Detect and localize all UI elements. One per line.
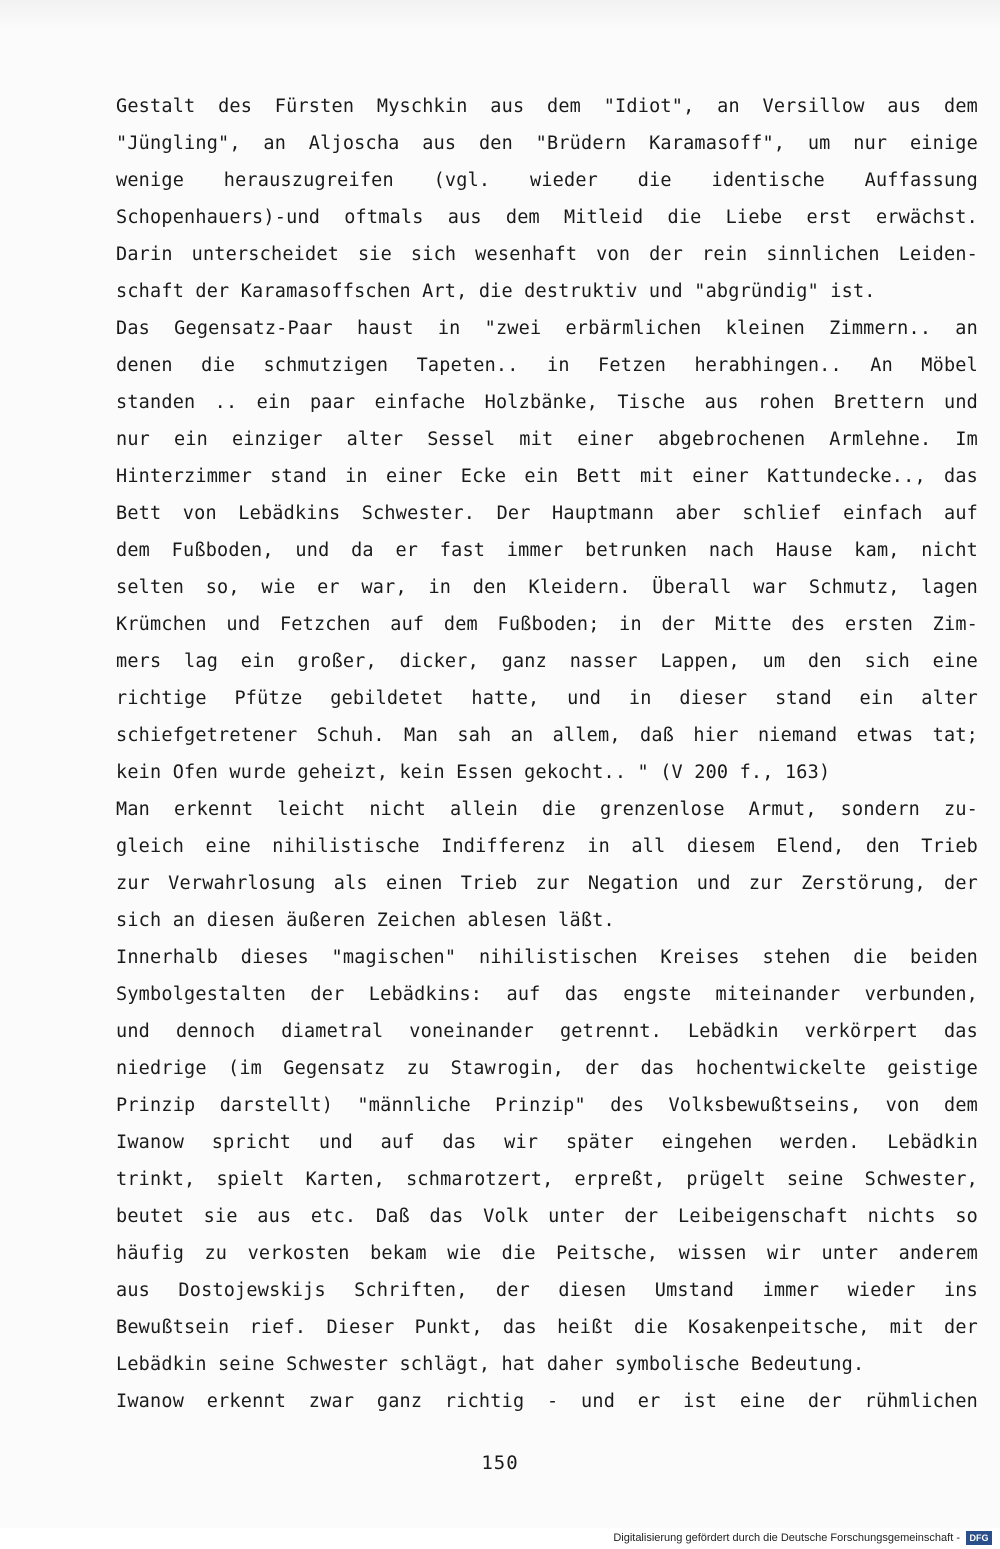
text-line: kein Ofen wurde geheizt, kein Essen gekocht.. " (V 200 f., 163) [116, 762, 831, 783]
text-line: schaft der Karamasoffschen Art, die destruktiv und "abgründig" ist. [116, 281, 876, 302]
dfg-logo-icon: DFG [966, 1531, 992, 1545]
text-line: trinkt, spielt Karten, schmarotzert, erpreßt, prügelt seine Schwester, [116, 1169, 978, 1190]
scan-edge [0, 0, 1000, 30]
text-line: nur ein einziger alter Sessel mit einer abgebrochenen Armlehne. Im [116, 429, 978, 450]
text-line: gleich eine nihilistische Indifferenz in all diesem Elend, den Trieb [116, 836, 978, 857]
text-line: standen .. ein paar einfache Holzbänke, Tische aus rohen Brettern und [116, 392, 978, 413]
text-line: wenige herauszugreifen (vgl. wieder die identische Auffassung [116, 170, 978, 191]
text-line: denen die schmutzigen Tapeten.. in Fetzen herabhingen.. An Möbel [116, 355, 978, 376]
text-line: Das Gegensatz-Paar haust in "zwei erbärmlichen kleinen Zimmern.. an [116, 318, 978, 339]
text-line: Schopenhauers)-und oftmals aus dem Mitleid die Liebe erst erwächst. [116, 207, 978, 228]
text-line: Bewußtsein rief. Dieser Punkt, das heißt die Kosakenpeitsche, mit der [116, 1317, 978, 1338]
footer [0, 1528, 1000, 1549]
text-line: sich an diesen äußeren Zeichen ablesen läßt. [116, 910, 615, 931]
text-line: selten so, wie er war, in den Kleidern. Überall war Schmutz, lagen [116, 577, 978, 598]
body-text [116, 88, 978, 1420]
text-line: Man erkennt leicht nicht allein die grenzenlose Armut, sondern zu- [116, 799, 978, 820]
text-line: niedrige (im Gegensatz zu Stawrogin, der das hochentwickelte geistige [116, 1058, 978, 1079]
text-line: Innerhalb dieses "magischen" nihilistischen Kreises stehen die beiden [116, 947, 978, 968]
text-line: Symbolgestalten der Lebädkins: auf das engste miteinander verbunden, [116, 984, 978, 1005]
text-line: Iwanow spricht und auf das wir später eingehen werden. Lebädkin [116, 1132, 978, 1153]
text-line: häufig zu verkosten bekam wie die Peitsche, wissen wir unter anderem [116, 1243, 978, 1264]
text-line: Iwanow erkennt zwar ganz richtig - und er ist eine der rühmlichen [116, 1391, 978, 1412]
text-line: "Jüngling", an Aljoscha aus den "Brüdern Karamasoff", um nur einige [116, 133, 978, 154]
text-line: zur Verwahrlosung als einen Trieb zur Negation und zur Zerstörung, der [116, 873, 978, 894]
text-line: mers lag ein großer, dicker, ganz nasser Lappen, um den sich eine [116, 651, 978, 672]
text-line: Prinzip darstellt) "männliche Prinzip" des Volksbewußtseins, von dem [116, 1095, 978, 1116]
text-line: Hinterzimmer stand in einer Ecke ein Bett mit einer Kattundecke.., das [116, 466, 978, 487]
page-number: 150 [481, 1452, 519, 1474]
text-line: richtige Pfütze gebildetet hatte, und in dieser stand ein alter [116, 688, 978, 709]
text-line: Bett von Lebädkins Schwester. Der Hauptmann aber schlief einfach auf [116, 503, 978, 524]
text-line: schiefgetretener Schuh. Man sah an allem, daß hier niemand etwas tat; [116, 725, 978, 746]
text-line: dem Fußboden, und da er fast immer betrunken nach Hause kam, nicht [116, 540, 978, 561]
text-line: und dennoch diametral voneinander getrennt. Lebädkin verkörpert das [116, 1021, 978, 1042]
text-line: aus Dostojewskijs Schriften, der diesen Umstand immer wieder ins [116, 1280, 978, 1301]
funding-notice: Digitalisierung gefördert durch die Deutsche Forschungsgemeinschaft - [613, 1532, 960, 1544]
text-line: beutet sie aus etc. Daß das Volk unter der Leibeigenschaft nichts so [116, 1206, 978, 1227]
text-line: Lebädkin seine Schwester schlägt, hat daher symbolische Bedeutung. [116, 1354, 865, 1375]
text-line: Krümchen und Fetzchen auf dem Fußboden; in der Mitte des ersten Zim- [116, 614, 978, 635]
text-line: Gestalt des Fürsten Myschkin aus dem "Idiot", an Versillow aus dem [116, 96, 978, 117]
text-line: Darin unterscheidet sie sich wesenhaft von der rein sinnlichen Leiden- [116, 244, 978, 265]
